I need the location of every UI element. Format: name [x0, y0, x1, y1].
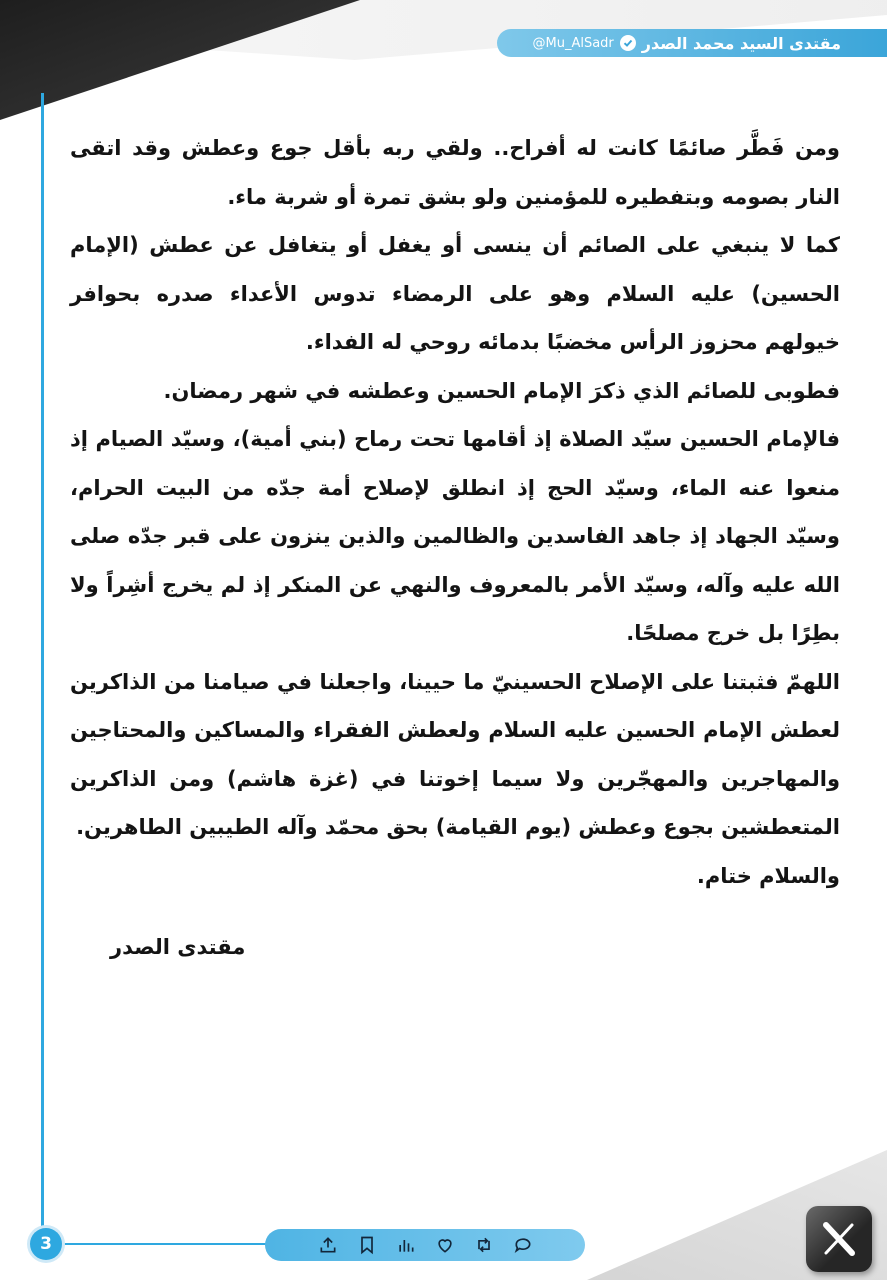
- analytics-icon[interactable]: [394, 1233, 418, 1257]
- post-action-bar: [265, 1229, 585, 1261]
- bookmark-icon[interactable]: [355, 1233, 379, 1257]
- reply-icon[interactable]: [511, 1233, 535, 1257]
- paragraph: فطوبى للصائم الذي ذكرَ الإمام الحسين وعطشه في شهر رمضان.: [163, 378, 840, 403]
- statement-body: [70, 124, 840, 900]
- like-icon[interactable]: [433, 1233, 457, 1257]
- share-icon[interactable]: [316, 1233, 340, 1257]
- account-handle: @Mu_AlSadr: [532, 35, 614, 51]
- paragraph: كما لا ينبغي على الصائم أن ينسى أو يغفل أو يتغافل عن عطش (الإمام الحسين) عليه السلام وهو على الرمضاء تدوس الأعداء صدره بحوافر خيولهم محزوز الرأس مخضبًا بدمائه روحي له الفداء.: [70, 233, 840, 354]
- verified-badge-icon: [620, 35, 636, 51]
- account-name: مقتدى السيد محمد الصدر: [641, 33, 841, 53]
- header-decoration-dark: [0, 0, 360, 120]
- paragraph: والسلام ختام.: [696, 863, 840, 888]
- paragraph: فالإمام الحسين سيّد الصلاة إذ أقامها تحت رماح (بني أمية)، وسيّد الصيام إذ منعوا عنه الماء، وسيّد الحج إذ انطلق لإصلاح أمة جدّه من البيت الحرام، وسيّد الجهاد إذ جاهد الفاسدين والظالمين والذين ينزون على قبر جدّه صلى الله عليه وآله، وسيّد الأمر بالمعروف والنهي عن المنكر إذ لم يخرج أشِراً ولا بطِرًا بل خرج مصلحًا.: [70, 427, 840, 645]
- paragraph: ومن فَطَّر صائمًا كانت له أفراح.. ولقي ربه بأقل جوع وعطش وقد اتقى النار بصومه وبتفطيره للمؤمنين ولو بشق تمرة أو شربة ماء.: [70, 136, 840, 209]
- repost-icon[interactable]: [472, 1233, 496, 1257]
- signature: مقتدى الصدر: [110, 935, 246, 959]
- paragraph: اللهمّ فثبتنا على الإصلاح الحسينيّ ما حيينا، واجعلنا في صيامنا من الذاكرين لعطش الإمام الحسين عليه السلام ولعطش الفقراء والمساكين والمحتاجين والمهاجرين والمهجّرين ولا سيما إخوتنا في (غزة هاشم) ومن الذاكرين المتعطشين بجوع وعطش (يوم القيامة) بحق محمّد وآله الطيبين الطاهرين.: [70, 669, 840, 839]
- account-header: [497, 29, 887, 57]
- page-margin-rule: [41, 93, 44, 1245]
- x-logo-icon: [806, 1206, 872, 1272]
- page-number-badge: 3: [30, 1228, 62, 1260]
- page-bottom-rule: [56, 1243, 286, 1245]
